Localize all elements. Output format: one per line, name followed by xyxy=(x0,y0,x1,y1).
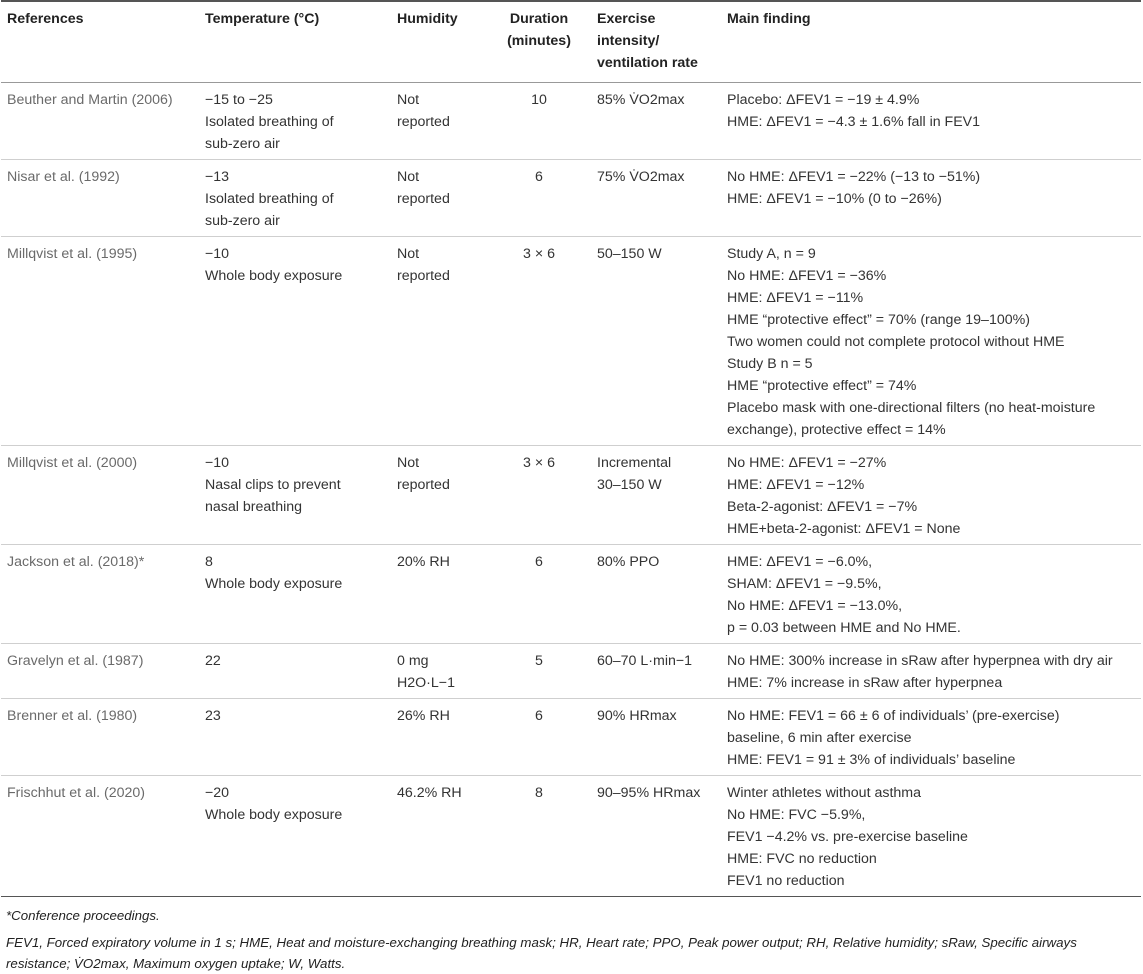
cell-duration: 6 xyxy=(487,699,591,776)
cell-temperature-line: −10 xyxy=(205,246,230,262)
cell-temperature-line: −20 xyxy=(205,785,230,801)
cell-duration: 3 × 6 xyxy=(487,446,591,545)
cell-reference: Jackson et al. (2018)* xyxy=(1,545,199,644)
header-intensity: Exercise intensity/ ventilation rate xyxy=(591,1,721,83)
table-row xyxy=(1,699,1141,776)
cell-main-finding-line: HME: ΔFEV1 = −11% xyxy=(727,290,864,306)
cell-main-finding-line: No HME: ΔFEV1 = −13.0%, xyxy=(727,598,903,614)
cell-main-finding-line: HME: FVC no reduction xyxy=(727,851,877,867)
cell-humidity xyxy=(391,699,487,776)
cell-humidity-line: Not xyxy=(397,246,420,262)
footnote-conference: *Conference proceedings. xyxy=(6,908,160,923)
cell-humidity-line: Not xyxy=(397,455,420,471)
cell-humidity xyxy=(391,644,487,699)
cell-humidity xyxy=(391,237,487,446)
cell-intensity-line: 85% V̇O2max xyxy=(597,92,685,108)
cell-main-finding-line: p = 0.03 between HME and No HME. xyxy=(727,620,961,636)
cell-main-finding-line: Beta-2-agonist: ΔFEV1 = −7% xyxy=(727,499,918,515)
header-duration: Duration (minutes) xyxy=(487,1,591,83)
footnote-abbreviations: FEV1, Forced expiratory volume in 1 s; HME, Heat and moisture-exchanging breathing mask; HR, Heart rate; PPO, Peak power output; RH, Relative humidity; sRaw, Specific airways resistance; V̇O2max, Maximum oxygen uptake; W, Watts. xyxy=(6,935,1077,971)
cell-humidity xyxy=(391,446,487,545)
results-table xyxy=(1,0,1141,897)
cell-main-finding-line: HME+beta-2-agonist: ΔFEV1 = None xyxy=(727,521,961,537)
cell-temperature-line: Whole body exposure xyxy=(205,576,343,592)
cell-main-finding-line: Winter athletes without asthma xyxy=(727,785,921,801)
cell-humidity-line: 46.2% RH xyxy=(397,785,462,801)
cell-humidity xyxy=(391,83,487,160)
cell-intensity xyxy=(591,83,721,160)
cell-duration: 5 xyxy=(487,644,591,699)
cell-main-finding xyxy=(721,545,1141,644)
cell-intensity-line: 50–150 W xyxy=(597,246,662,262)
cell-main-finding-line: HME: ΔFEV1 = −10% (0 to −26%) xyxy=(727,191,942,207)
cell-intensity xyxy=(591,237,721,446)
cell-humidity xyxy=(391,776,487,897)
cell-main-finding-line: HME: ΔFEV1 = −12% xyxy=(727,477,865,493)
cell-intensity xyxy=(591,776,721,897)
header-humidity: Humidity xyxy=(391,1,487,83)
cell-temperature-line: −15 to −25 xyxy=(205,92,273,108)
table-row xyxy=(1,776,1141,897)
cell-temperature-line: Whole body exposure xyxy=(205,268,343,284)
cell-intensity-line: 30–150 W xyxy=(597,477,662,493)
cell-reference: Millqvist et al. (1995) xyxy=(1,237,199,446)
cell-humidity xyxy=(391,160,487,237)
table-row xyxy=(1,237,1141,446)
cell-main-finding xyxy=(721,160,1141,237)
cell-main-finding-line: FEV1 −4.2% vs. pre-exercise baseline xyxy=(727,829,968,845)
cell-intensity-line: 90–95% HRmax xyxy=(597,785,701,801)
header-references: References xyxy=(1,1,199,83)
cell-main-finding-line: HME: ΔFEV1 = −4.3 ± 1.6% fall in FEV1 xyxy=(727,114,981,130)
cell-main-finding-line: No HME: FEV1 = 66 ± 6 of individuals’ (pre-exercise) xyxy=(727,708,1060,724)
cell-reference: Beuther and Martin (2006) xyxy=(1,83,199,160)
cell-main-finding-line: No HME: ΔFEV1 = −27% xyxy=(727,455,887,471)
table-row xyxy=(1,545,1141,644)
cell-intensity xyxy=(591,699,721,776)
cell-main-finding-line: No HME: ΔFEV1 = −36% xyxy=(727,268,887,284)
table-row xyxy=(1,644,1141,699)
cell-main-finding xyxy=(721,644,1141,699)
cell-reference: Brenner et al. (1980) xyxy=(1,699,199,776)
cell-duration: 8 xyxy=(487,776,591,897)
cell-main-finding-line: Placebo mask with one-directional filters (no heat-moisture xyxy=(727,400,1096,416)
cell-temperature-line: −10 xyxy=(205,455,230,471)
cell-duration: 10 xyxy=(487,83,591,160)
cell-main-finding-line: SHAM: ΔFEV1 = −9.5%, xyxy=(727,576,882,592)
table-row xyxy=(1,160,1141,237)
cell-main-finding-line: No HME: 300% increase in sRaw after hyperpnea with dry air xyxy=(727,653,1113,669)
table-footnotes xyxy=(6,905,1136,974)
cell-reference: Nisar et al. (1992) xyxy=(1,160,199,237)
cell-main-finding-line: Study A, n = 9 xyxy=(727,246,816,262)
cell-temperature xyxy=(199,545,391,644)
cell-temperature xyxy=(199,776,391,897)
cell-temperature-line: 23 xyxy=(205,708,221,724)
table-header-row xyxy=(1,1,1141,83)
cell-main-finding-line: No HME: ΔFEV1 = −22% (−13 to −51%) xyxy=(727,169,981,185)
cell-main-finding-line: No HME: FVC −5.9%, xyxy=(727,807,866,823)
cell-humidity-line: reported xyxy=(397,191,450,207)
cell-temperature xyxy=(199,644,391,699)
cell-temperature-line: 8 xyxy=(205,554,213,570)
cell-main-finding-line: HME “protective effect” = 70% (range 19–100%) xyxy=(727,312,1030,328)
cell-humidity-line: H2O·L−1 xyxy=(397,675,455,691)
cell-duration: 6 xyxy=(487,545,591,644)
cell-temperature-line: nasal breathing xyxy=(205,499,303,515)
cell-main-finding xyxy=(721,699,1141,776)
cell-humidity-line: Not xyxy=(397,92,420,108)
cell-main-finding-line: HME: ΔFEV1 = −6.0%, xyxy=(727,554,873,570)
cell-main-finding-line: Study B n = 5 xyxy=(727,356,813,372)
cell-temperature xyxy=(199,446,391,545)
cell-intensity xyxy=(591,644,721,699)
cell-duration: 6 xyxy=(487,160,591,237)
cell-main-finding xyxy=(721,776,1141,897)
table-row xyxy=(1,446,1141,545)
table-row xyxy=(1,83,1141,160)
cell-humidity-line: reported xyxy=(397,268,450,284)
header-main-finding: Main finding xyxy=(721,1,1141,83)
cell-reference: Millqvist et al. (2000) xyxy=(1,446,199,545)
header-temperature: Temperature (°C) xyxy=(199,1,391,83)
cell-main-finding xyxy=(721,237,1141,446)
cell-main-finding-line: FEV1 no reduction xyxy=(727,873,845,889)
cell-temperature-line: −13 xyxy=(205,169,230,185)
cell-main-finding-line: HME: 7% increase in sRaw after hyperpnea xyxy=(727,675,1003,691)
cell-temperature-line: Whole body exposure xyxy=(205,807,343,823)
cell-main-finding-line: HME: FEV1 = 91 ± 3% of individuals’ baseline xyxy=(727,752,1016,768)
cell-main-finding-line: exchange), protective effect = 14% xyxy=(727,422,946,438)
cell-humidity-line: reported xyxy=(397,477,450,493)
cell-temperature xyxy=(199,699,391,776)
cell-temperature-line: sub-zero air xyxy=(205,136,280,152)
cell-temperature xyxy=(199,83,391,160)
cell-temperature xyxy=(199,237,391,446)
cell-main-finding-line: Two women could not complete protocol without HME xyxy=(727,334,1065,350)
cell-temperature xyxy=(199,160,391,237)
cell-temperature-line: Isolated breathing of xyxy=(205,114,334,130)
cell-humidity-line: 26% RH xyxy=(397,708,450,724)
cell-intensity-line: Incremental xyxy=(597,455,672,471)
cell-temperature-line: 22 xyxy=(205,653,221,669)
cell-reference: Frischhut et al. (2020) xyxy=(1,776,199,897)
cell-temperature-line: sub-zero air xyxy=(205,213,280,229)
cell-intensity-line: 80% PPO xyxy=(597,554,660,570)
cell-intensity xyxy=(591,446,721,545)
cell-humidity xyxy=(391,545,487,644)
cell-humidity-line: Not xyxy=(397,169,420,185)
cell-humidity-line: 20% RH xyxy=(397,554,450,570)
cell-humidity-line: reported xyxy=(397,114,450,130)
cell-main-finding-line: baseline, 6 min after exercise xyxy=(727,730,912,746)
cell-intensity xyxy=(591,545,721,644)
cell-intensity xyxy=(591,160,721,237)
cell-main-finding xyxy=(721,83,1141,160)
cell-main-finding xyxy=(721,446,1141,545)
cell-humidity-line: 0 mg xyxy=(397,653,429,669)
cell-intensity-line: 90% HRmax xyxy=(597,708,677,724)
cell-main-finding-line: HME “protective effect” = 74% xyxy=(727,378,917,394)
cell-intensity-line: 75% V̇O2max xyxy=(597,169,685,185)
cell-reference: Gravelyn et al. (1987) xyxy=(1,644,199,699)
cell-intensity-line: 60–70 L·min−1 xyxy=(597,653,693,669)
cell-main-finding-line: Placebo: ΔFEV1 = −19 ± 4.9% xyxy=(727,92,920,108)
cell-duration: 3 × 6 xyxy=(487,237,591,446)
cell-temperature-line: Isolated breathing of xyxy=(205,191,334,207)
cell-temperature-line: Nasal clips to prevent xyxy=(205,477,341,493)
